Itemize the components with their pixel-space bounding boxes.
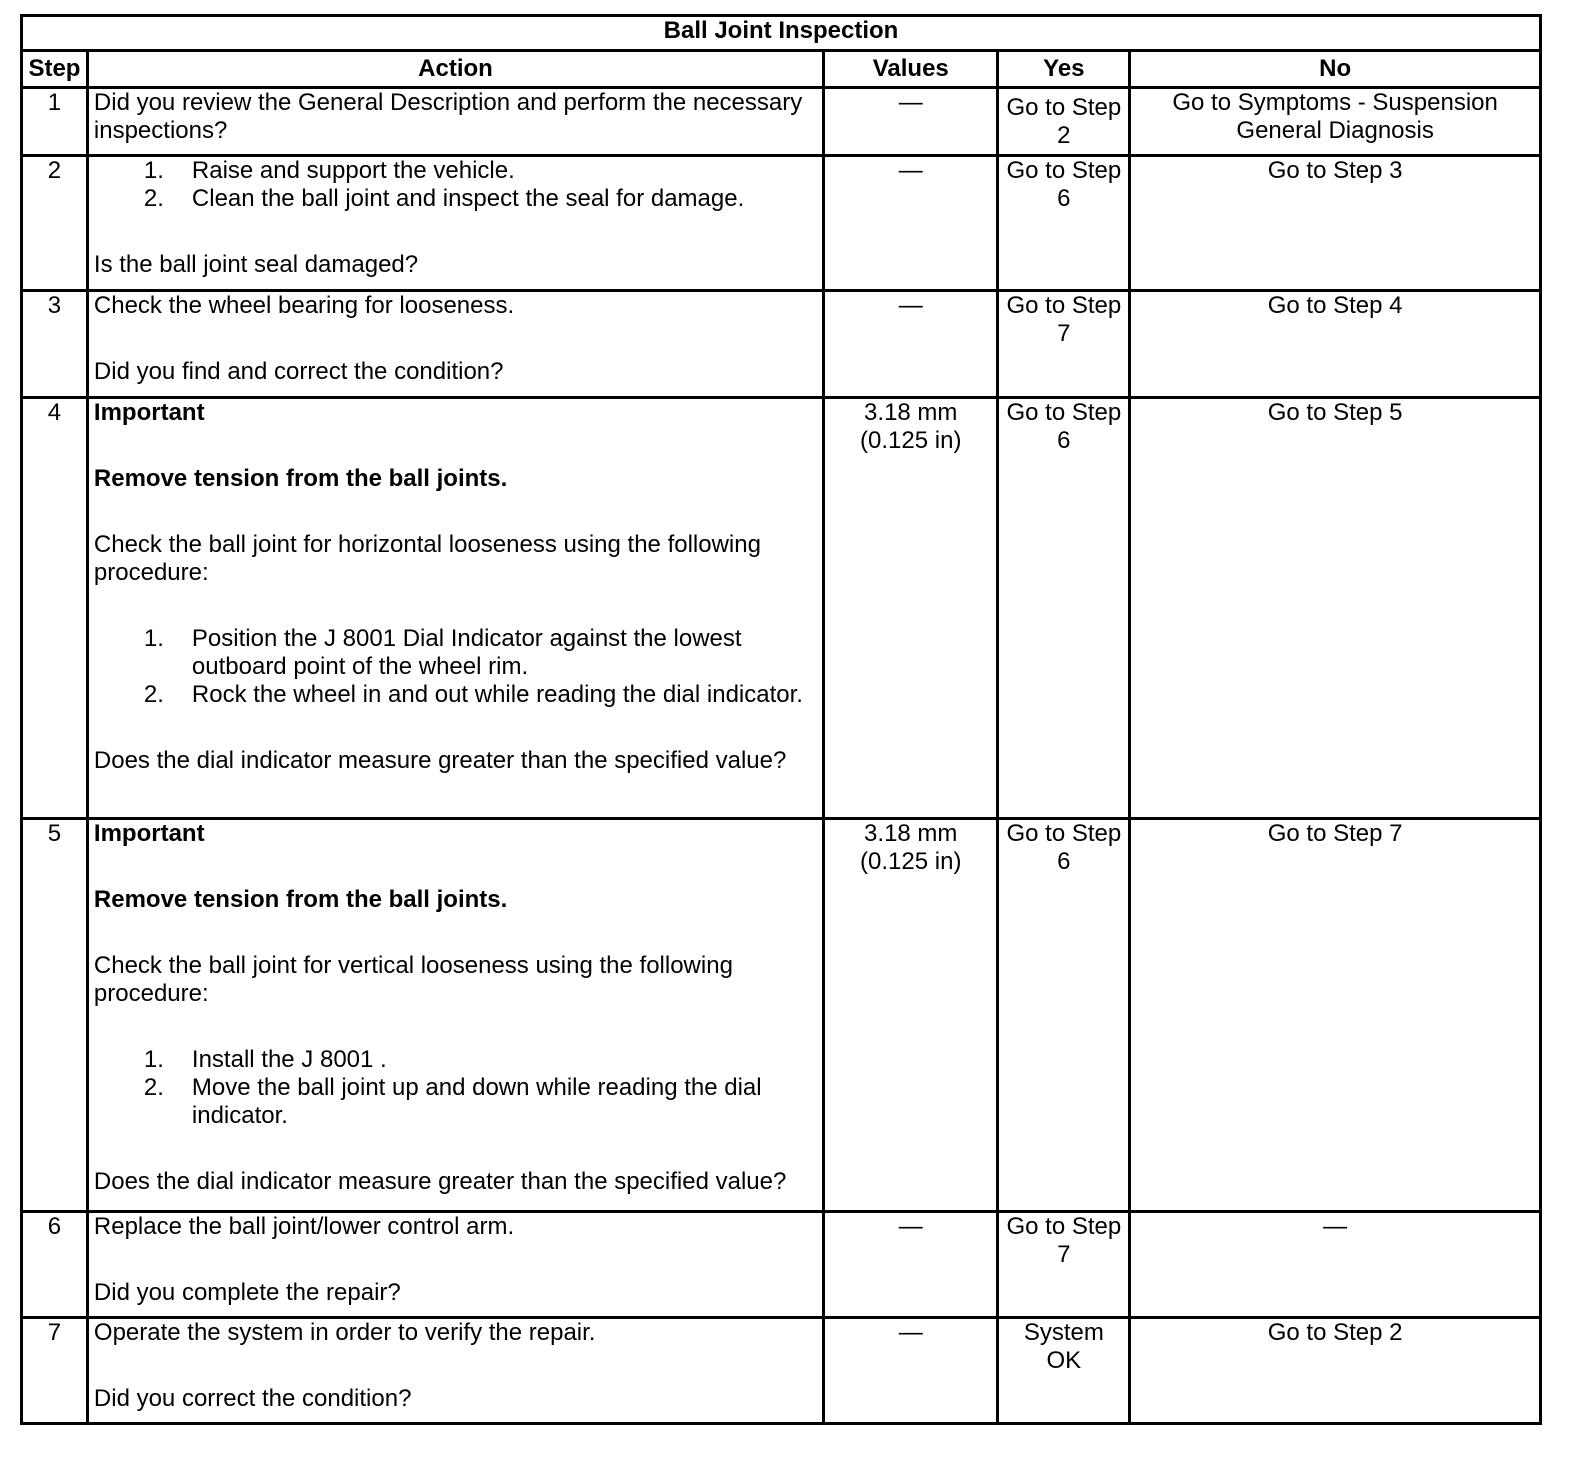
step-number: 3 xyxy=(22,291,88,398)
no-cell: Go to Step 3 xyxy=(1130,156,1541,291)
important-note: Remove tension from the ball joints. xyxy=(93,465,508,492)
header-yes: Yes xyxy=(998,51,1130,88)
yes-cell: Go to Step 7 xyxy=(998,1212,1130,1318)
step-number: 6 xyxy=(22,1212,88,1318)
table-row xyxy=(22,398,1541,819)
value-cell: — xyxy=(824,291,998,398)
list-text: Install the J 8001 . xyxy=(191,1046,387,1073)
table-row xyxy=(22,156,1541,291)
question-text: Did you find and correct the condition? xyxy=(93,358,504,385)
list-number: 2. xyxy=(143,185,164,212)
list-number: 1. xyxy=(143,157,164,184)
important-heading: Important xyxy=(93,820,205,847)
question-text: Is the ball joint seal damaged? xyxy=(93,251,419,278)
action-cell xyxy=(87,398,823,819)
action-text: Replace the ball joint/lower control arm. xyxy=(93,1213,515,1240)
action-text: Did you review the General Description and perform the necessary inspections? xyxy=(93,89,803,144)
value-imperial: (0.125 in) xyxy=(860,848,962,875)
value-metric: 3.18 mm xyxy=(864,820,958,847)
header-row xyxy=(22,51,1541,88)
important-heading: Important xyxy=(93,399,205,426)
procedure-list xyxy=(94,625,817,709)
action-cell xyxy=(87,88,823,156)
table-title: Ball Joint Inspection xyxy=(22,16,1541,51)
value-cell: — xyxy=(824,1318,998,1424)
list-item xyxy=(94,625,817,681)
header-step: Step xyxy=(22,51,88,88)
header-action: Action xyxy=(87,51,823,88)
list-text: Position the J 8001 Dial Indicator against the lowest outboard point of the wheel rim. xyxy=(191,625,742,680)
no-cell: Go to Symptoms - Suspension General Diagnosis xyxy=(1130,88,1541,156)
step-number: 7 xyxy=(22,1318,88,1424)
table-row xyxy=(22,291,1541,398)
no-cell: Go to Step 7 xyxy=(1130,819,1541,1212)
step-number: 2 xyxy=(22,156,88,291)
procedure-list xyxy=(94,157,817,213)
header-no: No xyxy=(1130,51,1541,88)
list-text: Clean the ball joint and inspect the seal for damage. xyxy=(191,185,745,212)
step-number: 1 xyxy=(22,88,88,156)
step-number: 5 xyxy=(22,819,88,1212)
table-row xyxy=(22,1212,1541,1318)
action-text: Check the ball joint for vertical looseness using the following procedure: xyxy=(93,952,733,1007)
question-text: Did you correct the condition? xyxy=(93,1385,412,1412)
question-text: Does the dial indicator measure greater than the specified value? xyxy=(93,747,787,774)
list-item xyxy=(94,681,817,709)
table-row xyxy=(22,88,1541,156)
yes-cell: Go to Step 6 xyxy=(998,819,1130,1212)
value-imperial: (0.125 in) xyxy=(860,427,962,454)
action-text: Check the wheel bearing for looseness. xyxy=(93,292,515,319)
value-cell: — xyxy=(824,156,998,291)
value-cell xyxy=(824,819,998,1212)
yes-cell: Go to Step 6 xyxy=(998,156,1130,291)
yes-cell: System OK xyxy=(998,1318,1130,1424)
value-cell: — xyxy=(824,88,998,156)
no-cell: Go to Step 5 xyxy=(1130,398,1541,819)
action-cell xyxy=(87,291,823,398)
list-item xyxy=(94,1046,817,1074)
important-note: Remove tension from the ball joints. xyxy=(93,886,508,913)
ball-joint-inspection-table xyxy=(20,14,1542,1425)
action-text: Operate the system in order to verify the repair. xyxy=(93,1319,596,1346)
list-item xyxy=(94,185,817,213)
no-cell: — xyxy=(1130,1212,1541,1318)
list-number: 2. xyxy=(143,681,164,708)
action-cell xyxy=(87,1212,823,1318)
list-text: Rock the wheel in and out while reading the dial indicator. xyxy=(191,681,803,708)
procedure-list xyxy=(94,1046,817,1130)
list-number: 1. xyxy=(143,625,164,652)
question-text: Did you complete the repair? xyxy=(93,1279,401,1306)
value-metric: 3.18 mm xyxy=(864,399,958,426)
action-text: Check the ball joint for horizontal looseness using the following procedure: xyxy=(93,531,761,586)
list-item xyxy=(94,157,817,185)
yes-cell: Go to Step 2 xyxy=(998,88,1130,156)
step-number: 4 xyxy=(22,398,88,819)
table-row xyxy=(22,1318,1541,1424)
list-text: Move the ball joint up and down while reading the dial indicator. xyxy=(191,1074,762,1129)
action-cell xyxy=(87,156,823,291)
list-item xyxy=(94,1074,817,1130)
value-cell xyxy=(824,398,998,819)
list-number: 2. xyxy=(143,1074,164,1101)
action-cell xyxy=(87,1318,823,1424)
no-cell: Go to Step 4 xyxy=(1130,291,1541,398)
list-text: Raise and support the vehicle. xyxy=(191,157,515,184)
yes-cell: Go to Step 6 xyxy=(998,398,1130,819)
table-row xyxy=(22,819,1541,1212)
yes-cell: Go to Step 7 xyxy=(998,291,1130,398)
no-cell: Go to Step 2 xyxy=(1130,1318,1541,1424)
action-cell xyxy=(87,819,823,1212)
question-text: Does the dial indicator measure greater than the specified value? xyxy=(93,1168,787,1195)
value-cell: — xyxy=(824,1212,998,1318)
header-values: Values xyxy=(824,51,998,88)
list-number: 1. xyxy=(143,1046,164,1073)
